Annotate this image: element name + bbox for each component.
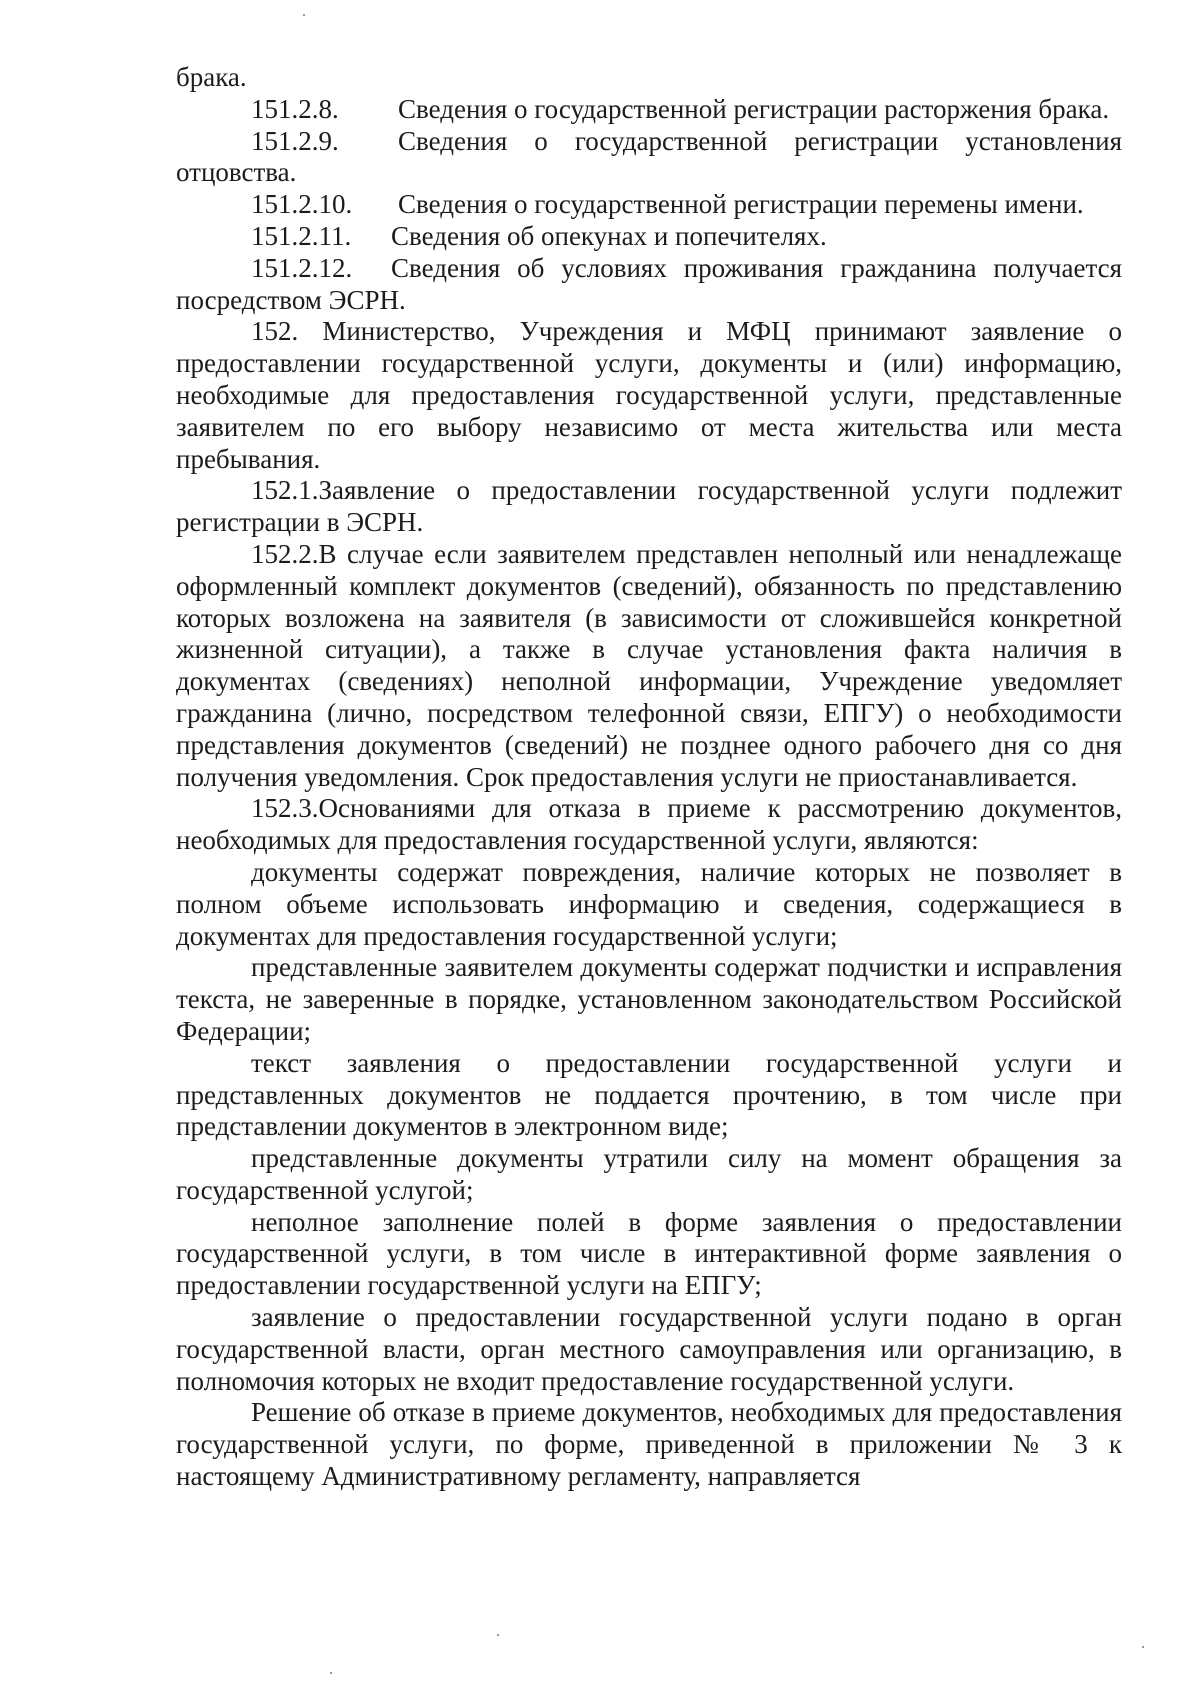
clause-number: 151.2.12. — [251, 252, 353, 283]
clause-text: Сведения о государственной регистрации расторжения брака. — [398, 93, 1110, 124]
scan-speck — [1142, 1646, 1144, 1648]
clause-number: 151.2.8. — [251, 93, 339, 124]
paragraph-152-1: 152.1.Заявление о предоставлении государственной услуги подлежит регистрации в ЭСРН. — [176, 475, 1122, 538]
ground-item: текст заявления о предоставлении государственной услуги и представленных документов не поддается прочтению, в том числе при представлении документов в электронном виде; — [176, 1047, 1122, 1142]
paragraph-152: 152. Министерство, Учреждения и МФЦ принимают заявление о предоставлении государственной услуги, документы и (или) информацию, необходимые для предоставления государственной услуги, представленные заявителем по его выбору независимо от места жительства или места пребывания. — [176, 316, 1122, 474]
clause-text: Сведения об опекунах и попечителях. — [391, 220, 827, 251]
scan-speck — [330, 1672, 332, 1674]
clause-number: 151.2.11. — [251, 220, 352, 251]
clause-text: Сведения о государственной регистрации установления отцовства. — [176, 125, 1122, 188]
clause-text: Сведения об условиях проживания гражданина получается посредством ЭСРН. — [176, 252, 1122, 315]
scan-speck — [303, 14, 305, 16]
paragraph-decision: Решение об отказе в приеме документов, необходимых для предоставления государственной услуги, по форме, приведенной в приложении № 3 к настоящему Административному регламенту, направляется — [176, 1397, 1122, 1492]
paragraph-continuation: брака. — [176, 62, 247, 92]
clause-151-2-8 — [176, 94, 1122, 126]
clause-text: Сведения о государственной регистрации перемены имени. — [398, 189, 1084, 220]
clause-151-2-12 — [176, 253, 1122, 317]
clause-number: 151.2.10. — [251, 189, 353, 220]
paragraph-152-3: 152.3.Основаниями для отказа в приеме к рассмотрению документов, необходимых для предоставления государственной услуги, являются: — [176, 793, 1122, 856]
clause-151-2-10 — [176, 189, 1122, 221]
paragraph-152-2: 152.2.В случае если заявителем представлен неполный или ненадлежаще оформленный комплект документов (сведений), обязанность по представлению которых возложена на заявителя (в зависимости от сложившейся конкретной жизненной ситуации), а также в случае установления факта наличия в документах (сведениях) неполной информации, Учреждение уведомляет гражданина (лично, посредством телефонной связи, ЕПГУ) о необходимости представления документов (сведений) не позднее одного рабочего дня со дня получения уведомления. Срок предоставления услуги не приостанавливается. — [176, 538, 1122, 792]
clause-number: 151.2.9. — [251, 125, 339, 156]
ground-item: неполное заполнение полей в форме заявления о предоставлении государственной услуги, в том числе в интерактивной форме заявления о предоставлении государственной услуги на ЕПГУ; — [176, 1206, 1122, 1301]
ground-item: документы содержат повреждения, наличие которых не позволяет в полном объеме использовать информацию и сведения, содержащиеся в документах для предоставления государственной услуги; — [176, 856, 1122, 951]
ground-item: заявление о предоставлении государственной услуги подано в орган государственной власти, орган местного самоуправления или организацию, в полномочия которых не входит предоставление государственной услуги. — [176, 1302, 1122, 1396]
document-body — [176, 62, 1122, 1493]
ground-item: представленные заявителем документы содержат подчистки и исправления текста, не заверенные в порядке, установленном законодательством Российской Федерации; — [176, 952, 1122, 1046]
clause-151-2-9 — [176, 126, 1122, 190]
ground-item: представленные документы утратили силу на момент обращения за государственной услугой; — [176, 1143, 1122, 1205]
clause-151-2-11 — [176, 221, 1122, 253]
scan-speck — [497, 1634, 499, 1636]
